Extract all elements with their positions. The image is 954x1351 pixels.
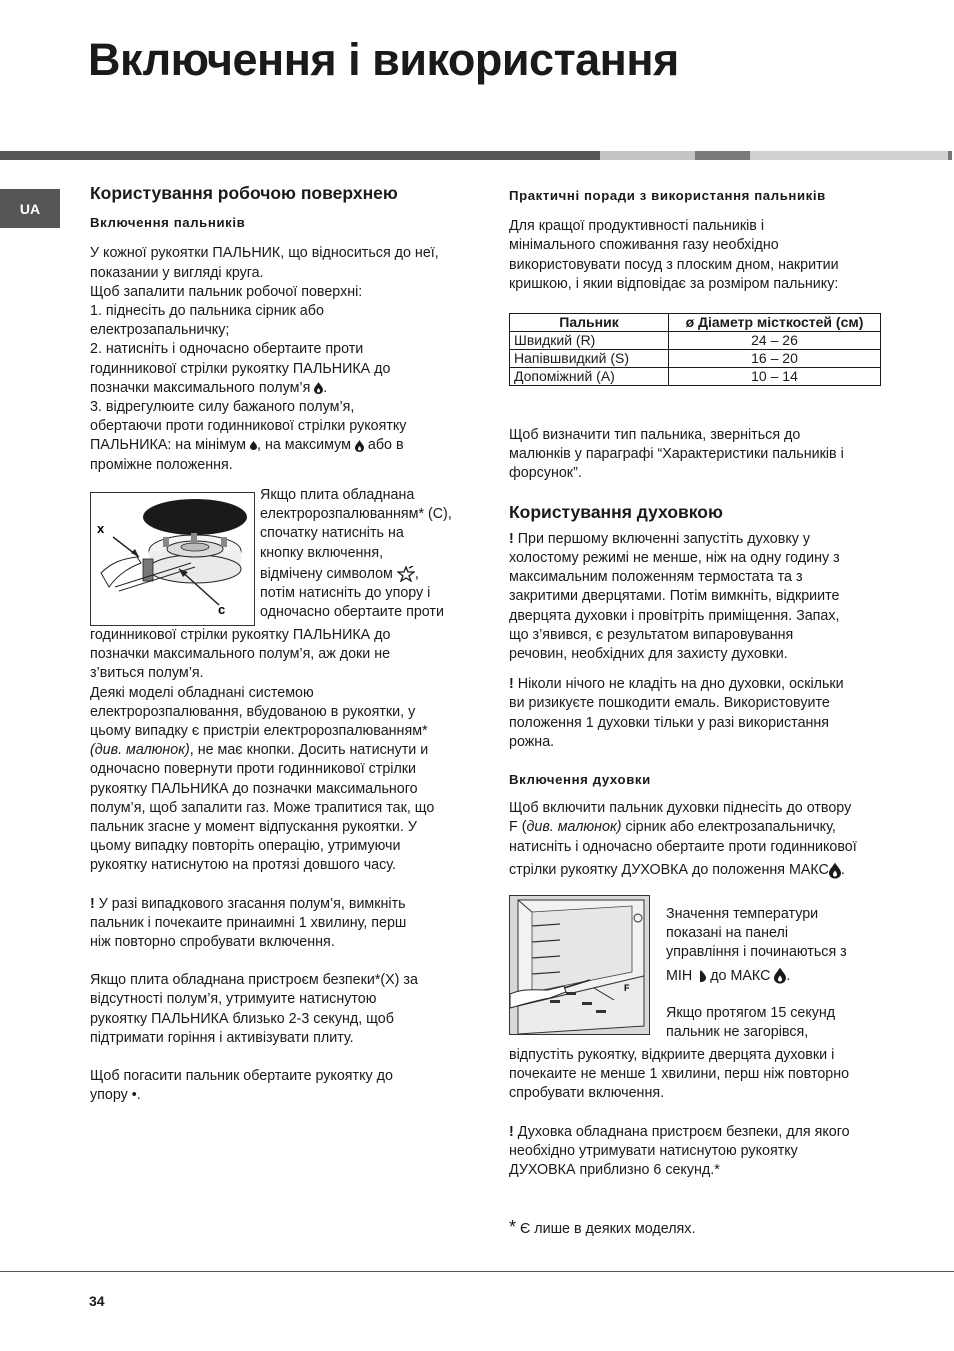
text-span: , на максимум [257,437,351,454]
text-line [90,436,470,455]
text-span: МІН [666,967,693,984]
text-line: закритими дверцятами. Потім вимкніть, відкриите [509,588,840,605]
table-header: Пальник [510,314,669,332]
table-cell: 16 – 20 [669,350,881,368]
text-line [666,967,881,986]
text-line: обертаючи проти годинникової стрілки рукоятку [90,418,407,435]
text-line: речовин, необхідних для захисту духовки. [509,646,788,663]
header-bar-dark [0,151,600,160]
text-line: кришкою, і якии відповідає за розміром пальнику: [509,275,839,292]
text-line [90,379,470,398]
text-line: пальник не загорівся, [666,1024,809,1041]
text-line: відпустіть рукоятку, відкриите дверцята духовки і [509,1047,835,1063]
text-line: показані на панелі [666,925,789,942]
table-row [510,332,881,350]
burner-diameter-table [509,313,881,386]
text-line: Щоб запалити пальник робочої поверхні: [90,283,363,300]
text-line: спробувати включення. [509,1085,665,1102]
text-span: F ( [509,819,527,836]
text-span: Духовка обладнана пристроєм безпеки, для якого [517,1123,850,1140]
flame-max-icon [355,440,364,452]
table-cell: Швидкий (R) [510,332,669,350]
fig2-caption [666,905,881,1042]
text-line: пальник і почекаите принаимні 1 хвилину, перш [90,914,407,931]
text-line: відсутності полум’я, утримуите натиснутою [90,991,377,1008]
text-line: цьому випадку є пристріи електророзпалюванням* [90,723,428,740]
text-line: Для кращої продуктивності пальників і [509,218,764,235]
text-line: малюнків у параграфі “Характеристики пальників і [509,446,844,463]
footnote-star: * [509,1217,517,1238]
text-span: . [786,967,791,984]
text-span: див. малюнок) [526,819,622,836]
header-bar-mid [695,151,750,160]
footnote [509,1218,884,1239]
text-line: електророзпалювання, вбудованою в рукоятки, у [90,703,416,720]
text-line: Деякі моделі обладнані системою [90,684,314,701]
text-line: показании у вигляді круга. [90,264,264,281]
text-span: або в [367,437,404,454]
text-line: полум’я, щоб запалити газ. Може трапитися так, що [90,799,435,816]
text-line: 3. відрегулюите силу бажаного полум’я, [90,399,355,416]
text-line: рукоятку ПАЛЬНИКА близько 2-3 секунд, щоб [90,1010,394,1027]
text-line: пальник згасне у момент відпускання рукоятки. У [90,819,417,836]
text-line [90,741,470,760]
warning-mark: ! [90,895,95,912]
text-line [509,861,884,880]
text-line [509,530,884,549]
header-bar-end [948,151,952,160]
left-column-continued [90,626,470,1105]
text-line: натисніть і одночасно обертаите проти годинникової [509,838,857,855]
header-bar-light [600,151,695,160]
flame-max-icon [829,862,841,879]
text-line: позначки максимального полум’я, аж доки не [90,646,391,663]
text-line: холостому режимі не менше, ніж на одну годину з [509,550,840,567]
text-line: кнопку включення, [260,544,384,561]
text-span: сірник або електрозапальничку, [621,819,836,836]
table-cell: Допоміжний (A) [510,368,669,386]
flame-max-icon [774,967,786,984]
flame-min-icon [696,970,706,982]
text-line: Якщо плита обладнана пристроєм безпеки*(X) за [90,972,418,989]
flame-max-icon [314,382,323,394]
text-line: ви ризикуєте пошкодити емаль. Використовуите [509,695,830,712]
text-span: . [136,1087,141,1104]
text-span: У разі випадкового згасання полум’я, вимкніть [98,895,406,912]
hob-burner-figure [90,492,255,626]
text-span: відмічену символом [260,565,393,582]
table-cell: 10 – 14 [669,368,881,386]
table-header-row [510,314,881,332]
text-span: Ніколи нічого не кладіть на дно духовки, оскільки [517,676,844,693]
text-span: стрілки рукоятку ДУХОВКА до положення МАКС [509,861,829,878]
text-line: форсунок”. [509,465,582,482]
text-span: . [840,861,845,878]
text-line: рукоятку ПАЛЬНИКА до позначки максимального [90,780,418,797]
text-line [90,895,470,914]
text-span: позначки максимального полум’я [90,379,311,396]
text-line: максимальним положенням термостата та з [509,569,803,586]
text-line: спочатку натисніть на [260,525,404,542]
text-line: 2. натисніть і одночасно обертаите проти [90,341,364,358]
text-line: дверцята духовки і провітріть приміщення. Запах, [509,607,840,624]
ignition-star-icon [397,566,415,582]
text-line: одночасно повернути проти годинникової стрілки [90,761,417,778]
text-span: При першому включенні запустіть духовку у [517,530,810,547]
footer-rule [0,1271,954,1272]
text-line [509,1123,884,1142]
subsection-burner-on: Включення пальників [90,215,246,231]
subsection-oven-on: Включення духовки [509,772,651,788]
text-line: 1. піднесіть до пальника сірник або [90,303,324,320]
off-dot-icon: • [131,1087,137,1104]
text-span: до МАКС [710,967,771,984]
table-cell: Напівшвидкий (S) [510,350,669,368]
flame-min-icon [250,441,257,450]
text-line: годинникової стрілки рукоятку ПАЛЬНИКА до [90,627,391,643]
text-line: У кожної рукоятки ПАЛЬНИК, що відноситься до неї, [90,245,439,262]
text-span: ПАЛЬНИКА: на мінімум [90,437,247,454]
text-line: годинникової стрілки рукоятку ПАЛЬНИКА до [90,360,391,377]
text-line: електророзпалюванням* (C), [260,506,452,523]
text-line: з’виться полум’я. [90,665,204,682]
warning-mark: ! [509,530,514,547]
burner-instructions [90,244,470,474]
warning-mark: ! [509,1123,514,1140]
left-column [90,184,470,475]
section-title-hob: Користування робочою поверхнею [90,183,398,203]
warning-mark: ! [509,676,514,693]
figure-label-f: F [624,983,630,993]
text-line: використовувати посуд з плоским дном, накритии [509,256,839,273]
table-cell: 24 – 26 [669,332,881,350]
table-header: ø Діаметр місткостей (см) [669,314,881,332]
text-line: Щоб включити пальник духовки піднесіть до отвору [509,800,852,817]
oven-figure [509,895,650,1035]
text-line: відмічену символом , [260,565,419,582]
text-line: управління і починаються з [666,944,847,961]
text-line [90,1086,470,1105]
text-line: мінімального споживання газу необхідно [509,237,779,254]
figure-label-x: x [97,521,105,536]
text-line: положення 1 духовки тільки у разі використання [509,714,830,731]
text-line: потім натисніть до упору і [260,585,431,602]
text-line: одночасно обертаите проти [260,604,444,621]
right-column-end [509,1046,884,1239]
text-line: електрозапальничку; [90,322,230,339]
page-title: Включення і використання [88,34,679,85]
text-line: почекаите не менше 1 хвилини, перш ніж повторно [509,1066,850,1083]
text-line [509,818,884,837]
header-bar-light-2 [750,151,948,160]
table-row [510,350,881,368]
text-line: що з’явився, є результатом випаровування [509,626,794,643]
text-span: (див. малюнок) [90,742,190,759]
text-line: Якщо плита обладнана [260,487,415,503]
figure-label-c: c [218,602,226,617]
page-number: 34 [89,1293,105,1309]
section-title-oven: Користування духовкою [509,501,723,522]
text-line: проміжне положення. [90,456,233,473]
text-line: рукоятку натиснутою на протязі довшого часу. [90,857,396,874]
text-line: рожна. [509,733,555,750]
text-line: ДУХОВКА приблизно 6 секунд.* [509,1162,720,1179]
text-line: Щоб погасити пальник обертаите рукоятку до [90,1068,393,1085]
right-column [509,186,884,294]
text-line: Значення температури [666,906,819,922]
text-span: упору [90,1087,128,1104]
tips-title: Практичні поради з використання пальників [509,188,826,203]
text-line: Якщо протягом 15 секунд [666,1004,836,1021]
hob-burner-illustration [91,493,254,625]
right-column-oven [509,426,884,880]
text-line: ніж повторно спробувати включення. [90,934,335,951]
text-span: , не має кнопки. Досить натиснути и [189,742,429,759]
text-line: необхідно утримувати натиснутою рукоятку [509,1142,798,1159]
oven-illustration [510,896,649,1034]
table-row [510,368,881,386]
fig1-caption [260,486,470,622]
text-line: цьому випадку повторіть операцію, утримуючи [90,838,401,855]
text-line: підтримати горіння і активізувати плиту. [90,1029,354,1046]
language-tab: UA [0,189,60,228]
text-line: Щоб визначити тип пальника, зверніться до [509,427,801,443]
footnote-text: Є лише в деяких моделях. [520,1221,696,1238]
text-line [509,675,884,694]
text-span: . [323,379,328,396]
